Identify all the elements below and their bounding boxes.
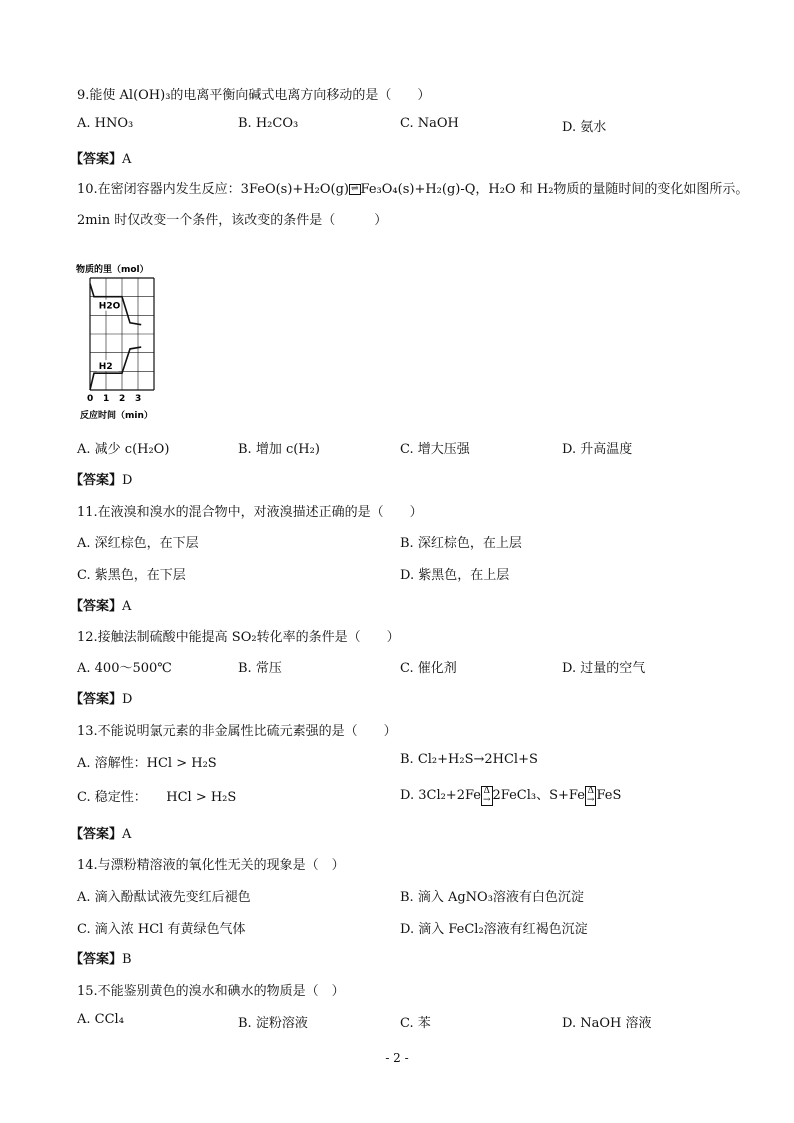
q14-answer: 【答案】B — [70, 952, 132, 967]
q10-stem: 10.在密闭容器内发生反应：3FeO(s)+H₂O(g) ⇌ Fe₃O₄(s)+H₂(g)-Q，H₂O 和 H₂物质的量随时间的变化如图所示。 — [77, 182, 749, 197]
q14-option-d: D. 滴入 FeCl₂溶液有红褐色沉淀 — [400, 922, 588, 937]
q12-answer: 【答案】D — [70, 692, 133, 707]
q9-option-b: B. H₂CO₃ — [238, 116, 299, 131]
q15-option-a: A. CCl₄ — [77, 1012, 124, 1027]
q10-answer: 【答案】D — [70, 473, 133, 488]
q12-option-a: A. 400～500℃ — [77, 661, 172, 676]
series-label-h2o: H2O — [98, 301, 121, 312]
x-tick-label: 3 — [135, 394, 142, 404]
q14-option-b: B. 滴入 AgNO₃溶液有白色沉淀 — [400, 890, 584, 905]
q9-stem: 9.能使 Al(OH)₃的电离平衡向碱式电离方向移动的是（ ） — [77, 88, 431, 103]
q10-option-c: C. 增大压强 — [400, 442, 470, 457]
q13-option-d: D. 3Cl₂+2Fe Δ → 2FeCl₃、S+Fe Δ → FeS — [400, 785, 622, 805]
q10-option-d: D. 升高温度 — [562, 442, 633, 457]
q10-stem-line2: 2min 时仅改变一个条件，该改变的条件是（ ） — [77, 213, 388, 228]
q10-option-a: A. 减少 c(H₂O) — [77, 442, 170, 457]
q13-option-c: C. 稳定性： HCl > H₂S — [77, 790, 237, 805]
q15-option-b: B. 淀粉溶液 — [238, 1016, 308, 1031]
q14-stem: 14.与漂粉精溶液的氧化性无关的现象是（ ） — [77, 858, 345, 873]
page-number: - 2 - — [385, 1051, 409, 1065]
q9-option-d: D. 氨水 — [562, 120, 607, 135]
q11-stem: 11.在液溴和溴水的混合物中，对液溴描述正确的是（ ） — [77, 505, 423, 520]
q10-option-b: B. 增加 c(H₂) — [238, 442, 320, 457]
q11-answer: 【答案】A — [70, 599, 132, 614]
q14-option-c: C. 滴入浓 HCl 有黄绿色气体 — [77, 922, 246, 937]
q13-answer: 【答案】A — [70, 827, 132, 842]
q13-option-b: B. Cl₂+H₂S→2HCl+S — [400, 752, 538, 767]
q11-option-c: C. 紫黑色，在下层 — [77, 568, 186, 583]
q13-option-a: A. 溶解性：HCl > H₂S — [77, 756, 217, 771]
q9-answer: 【答案】A — [70, 152, 132, 167]
heat-arrow-icon: Δ → — [586, 785, 595, 805]
q12-stem: 12.接触法制硫酸中能提高 SO₂转化率的条件是（ ） — [77, 630, 400, 645]
q11-option-d: D. 紫黑色，在上层 — [400, 568, 510, 583]
q15-option-d: D. NaOH 溶液 — [562, 1016, 652, 1031]
x-tick-label: 1 — [103, 394, 110, 404]
q10-chart — [70, 260, 210, 425]
q11-option-b: B. 深红棕色，在上层 — [400, 536, 522, 551]
chart-xlabel: 反应时间（min） — [80, 411, 153, 421]
x-tick-label: 0 — [87, 394, 94, 404]
q14-option-a: A. 滴入酚酞试液先变红后褪色 — [77, 890, 251, 905]
q12-option-d: D. 过量的空气 — [562, 661, 646, 676]
q9-option-c: C. NaOH — [400, 116, 459, 131]
q13-stem: 13.不能说明氯元素的非金属性比硫元素强的是（ ） — [77, 724, 397, 739]
heat-arrow-icon: Δ → — [482, 785, 491, 805]
q9-option-a: A. HNO₃ — [77, 116, 134, 131]
q12-option-c: C. 催化剂 — [400, 661, 457, 676]
equilibrium-arrow-icon: ⇌ — [351, 184, 359, 194]
q15-option-c: C. 苯 — [400, 1016, 431, 1031]
series-label-h2: H2 — [98, 362, 113, 373]
x-tick-label: 2 — [119, 394, 126, 404]
chart-ylabel: 物质的里（mol） — [76, 265, 149, 275]
q15-stem: 15.不能鉴别黄色的溴水和碘水的物质是（ ） — [77, 984, 345, 999]
q11-option-a: A. 深红棕色，在下层 — [77, 536, 199, 551]
q12-option-b: B. 常压 — [238, 661, 282, 676]
